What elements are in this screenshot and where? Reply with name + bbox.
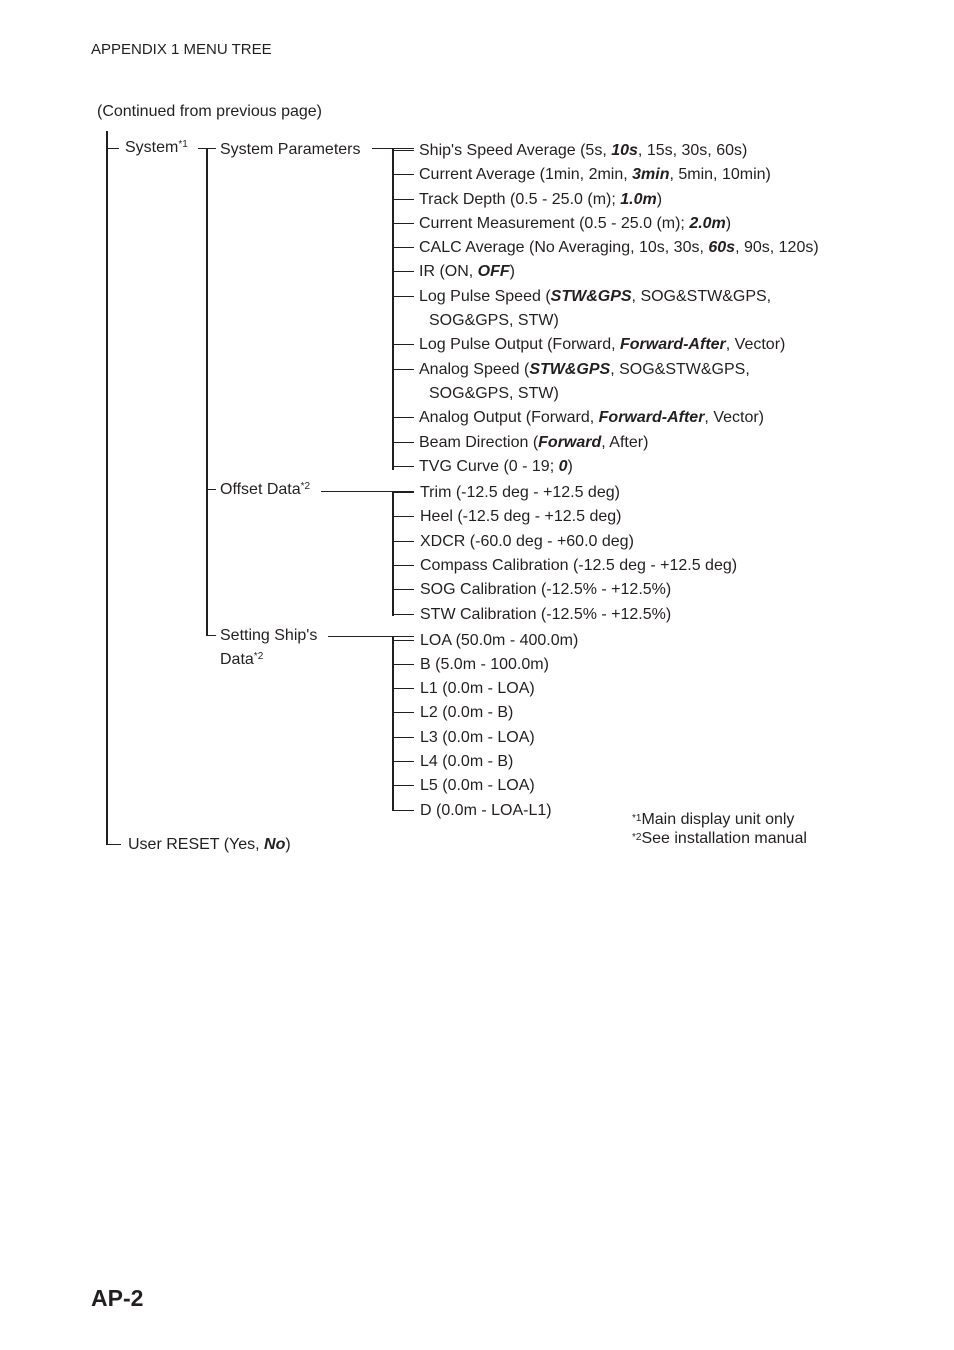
tree-branch-line bbox=[392, 442, 414, 443]
tree-branch-line bbox=[392, 785, 414, 786]
system-parameter-item bbox=[419, 336, 785, 354]
ships-data-item: L2 (0.0m - B) bbox=[420, 704, 514, 721]
item-text: TVG Curve (0 - 19; bbox=[419, 458, 559, 475]
system-parameter-item bbox=[419, 434, 648, 452]
item-text: Track Depth (0.5 - 25.0 (m); bbox=[419, 191, 621, 208]
item-text: , 5min, 10min) bbox=[669, 166, 771, 183]
item-text: , 15s, 30s, 60s) bbox=[637, 142, 748, 159]
default-value: Forward-After bbox=[598, 409, 705, 426]
ships-data-label-line2: Data$^{*2}$ bbox=[220, 651, 264, 668]
item-text: Analog Speed ( bbox=[419, 361, 530, 378]
tree-branch-line bbox=[392, 516, 414, 517]
tree-branch-line bbox=[392, 688, 414, 689]
default-value: STW&GPS bbox=[529, 361, 611, 378]
item-text: , Vector) bbox=[725, 336, 786, 353]
system-parameter-item-continued: SOG&GPS, STW) bbox=[429, 385, 559, 402]
offset-data-item: Heel (-12.5 deg - +12.5 deg) bbox=[420, 508, 622, 525]
ships-data-item: LOA (50.0m - 400.0m) bbox=[420, 632, 579, 649]
tree-branch-line bbox=[392, 712, 414, 713]
tree-branch-line bbox=[392, 761, 414, 762]
item-text: , SOG&STW&GPS, bbox=[610, 361, 750, 378]
item-text: , Vector) bbox=[704, 409, 764, 426]
offset-data-item: SOG Calibration (-12.5% - +12.5%) bbox=[420, 581, 672, 598]
default-value: 60s bbox=[708, 239, 736, 256]
ships-data-item: L5 (0.0m - LOA) bbox=[420, 777, 535, 794]
tree-branch-line bbox=[392, 223, 414, 224]
item-text: , SOG&STW&GPS, bbox=[631, 288, 772, 305]
tree-branch-line bbox=[392, 589, 414, 590]
system-parameters-label: System Parameters bbox=[220, 141, 361, 158]
system-parameter-item bbox=[419, 166, 771, 184]
item-text: Log Pulse Output (Forward, bbox=[419, 336, 620, 353]
item-text: Current Measurement (0.5 - 25.0 (m); bbox=[419, 215, 690, 232]
item-text: Beam Direction ( bbox=[419, 434, 539, 451]
tree-branch-line bbox=[392, 199, 414, 200]
item-text: Ship's Speed Average (5s, bbox=[419, 142, 612, 159]
tree-branch-line bbox=[392, 344, 414, 345]
item-text: Analog Output (Forward, bbox=[419, 409, 599, 426]
item-text: ) bbox=[509, 263, 515, 280]
system-parameter-item bbox=[419, 215, 731, 233]
item-text: , 90s, 120s) bbox=[735, 239, 819, 256]
tree-branch-line bbox=[392, 247, 414, 248]
default-value: 1.0m bbox=[620, 191, 657, 208]
tree-branch-line bbox=[392, 417, 414, 418]
tree-branch-line bbox=[392, 369, 414, 370]
default-value: Forward-After bbox=[619, 336, 726, 353]
default-value: 2.0m bbox=[689, 215, 726, 232]
system-parameter-item bbox=[419, 288, 771, 306]
system-menu-label: System$^{*1}$ bbox=[125, 139, 188, 156]
ships-data-item: L4 (0.0m - B) bbox=[420, 753, 514, 770]
ships-data-item: L1 (0.0m - LOA) bbox=[420, 680, 535, 697]
system-parameter-item bbox=[419, 142, 747, 160]
offset-data-item: STW Calibration (-12.5% - +12.5%) bbox=[420, 606, 672, 623]
page-number: AP-2 bbox=[91, 1285, 144, 1311]
tree-branch-line bbox=[392, 737, 414, 738]
default-value: Forward bbox=[538, 434, 602, 451]
offset-data-item: Trim (-12.5 deg - +12.5 deg) bbox=[420, 484, 620, 501]
default-value: 3min bbox=[632, 166, 670, 183]
item-text: IR (ON, bbox=[419, 263, 478, 280]
ships-data-item: L3 (0.0m - LOA) bbox=[420, 729, 535, 746]
system-parameter-item-continued: SOG&GPS, STW) bbox=[429, 312, 559, 329]
footnote-2: $^{*2}$See installation manual bbox=[632, 830, 807, 847]
item-text: ) bbox=[725, 215, 732, 232]
tree-branch-line bbox=[392, 150, 414, 151]
tree-branch-line bbox=[392, 271, 414, 272]
system-parameter-item bbox=[419, 361, 750, 379]
system-parameter-item bbox=[419, 239, 819, 257]
offset-data-item: XDCR (-60.0 deg - +60.0 deg) bbox=[420, 533, 634, 550]
default-value: OFF bbox=[477, 263, 510, 280]
system-parameter-item bbox=[419, 263, 515, 281]
tree-branch-line bbox=[392, 466, 414, 467]
tree-branch-line bbox=[392, 664, 414, 665]
tree-branch-line bbox=[392, 296, 414, 297]
tree-branch-line bbox=[392, 174, 414, 175]
item-text: ) bbox=[567, 458, 573, 475]
tree-branch-line bbox=[392, 614, 414, 615]
offset-data-item: Compass Calibration (-12.5 deg - +12.5 deg) bbox=[420, 557, 738, 574]
ships-data-item: B (5.0m - 100.0m) bbox=[420, 656, 549, 673]
default-value: 10s bbox=[611, 142, 638, 159]
offset-data-label: Offset Data$^{*2}$ bbox=[220, 481, 311, 498]
default-value: STW&GPS bbox=[550, 288, 632, 305]
tree-branch-line bbox=[392, 810, 414, 811]
user-reset-item: User RESET (Yes, No) bbox=[128, 836, 291, 853]
page-header: APPENDIX 1 MENU TREE bbox=[91, 41, 272, 58]
default-value: 0 bbox=[558, 458, 568, 475]
tree-branch-line bbox=[392, 640, 414, 641]
tree-branch-line bbox=[392, 541, 414, 542]
system-parameter-item bbox=[419, 458, 573, 476]
item-text: CALC Average (No Averaging, 10s, 30s, bbox=[419, 239, 709, 256]
item-text: , After) bbox=[601, 434, 649, 451]
tree-branch-line bbox=[392, 492, 414, 493]
tree-branch-line bbox=[392, 565, 414, 566]
item-text: Current Average (1min, 2min, bbox=[419, 166, 633, 183]
ships-data-item: D (0.0m - LOA-L1) bbox=[420, 802, 552, 819]
continued-note: (Continued from previous page) bbox=[97, 103, 323, 120]
system-parameter-item bbox=[419, 409, 764, 427]
footnote-1: $^{*1}$Main display unit only bbox=[632, 811, 795, 828]
item-text: ) bbox=[656, 191, 663, 208]
item-text: Log Pulse Speed ( bbox=[419, 288, 551, 305]
ships-data-label-line1: Setting Ship's bbox=[220, 627, 318, 644]
system-parameter-item bbox=[419, 191, 662, 209]
